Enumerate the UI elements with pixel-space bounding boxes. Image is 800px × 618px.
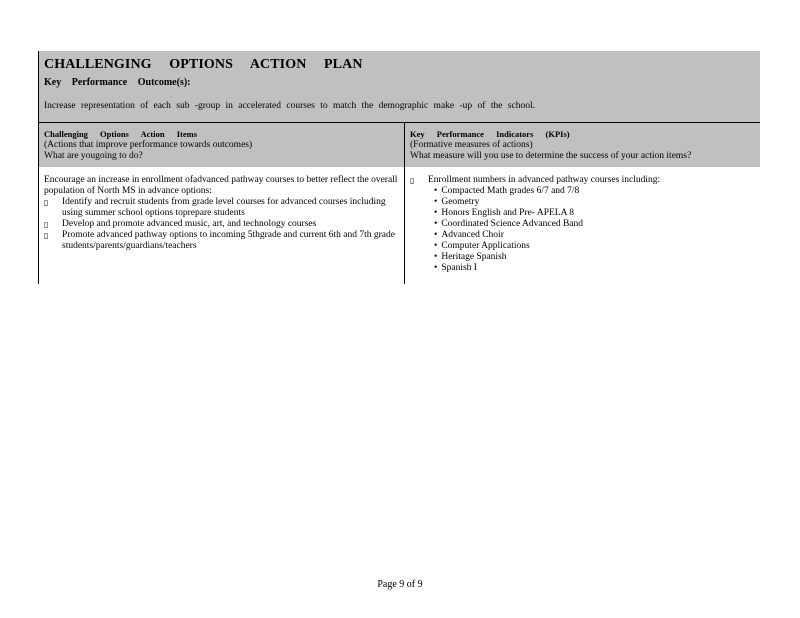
column-headers bbox=[38, 122, 760, 167]
list-item: • Compacted Math grades 6/7 and 7/8 bbox=[434, 186, 755, 197]
kpi-main-text: Enrollment numbers in advanced pathway courses including: bbox=[428, 175, 661, 185]
kpi-heading: Key Performance Indicators (KPIs) bbox=[410, 129, 570, 139]
kpi-cell bbox=[404, 167, 760, 284]
action-items-sub2: What are yougoing to do? bbox=[44, 151, 143, 161]
action-items-header bbox=[38, 123, 404, 167]
action-items-cell bbox=[38, 167, 404, 284]
action-plan-table bbox=[38, 51, 760, 284]
action-item-text: Identify and recruit students from grade level courses for advanced courses including using summer school options toprepare students bbox=[62, 197, 386, 218]
bullet-box-icon: ▯ bbox=[44, 198, 49, 207]
action-item-text: Develop and promote advanced music, art, and technology courses bbox=[62, 219, 317, 229]
list-item: • Coordinated Science Advanced Band bbox=[434, 219, 755, 230]
list-item: • Advanced Choir bbox=[434, 230, 755, 241]
list-item: • Spanish I bbox=[434, 263, 755, 274]
kpo-label: Key Performance Outcome(s): bbox=[44, 77, 191, 88]
list-item bbox=[44, 219, 399, 230]
list-item bbox=[410, 175, 755, 186]
kpi-sub2: What measure will you use to determine the success of your action items? bbox=[410, 151, 692, 161]
plan-body bbox=[38, 167, 760, 284]
page-number: Page 9 of 9 bbox=[377, 579, 423, 590]
action-intro: Encourage an increase in enrollment ofadvanced pathway courses to better reflect the overall population of North MS in advance options: bbox=[44, 175, 398, 196]
list-item: • Computer Applications bbox=[434, 241, 755, 252]
kpi-header bbox=[404, 123, 760, 167]
bullet-box-icon: ▯ bbox=[410, 176, 415, 185]
list-item: • Honors English and Pre- APELA 8 bbox=[434, 208, 755, 219]
plan-title: CHALLENGING OPTIONS ACTION PLAN bbox=[44, 57, 363, 72]
kpi-sub1: (Formative measures of actions) bbox=[410, 140, 533, 150]
kpi-sub-list bbox=[410, 186, 755, 274]
action-items-heading: Challenging Options Action Items bbox=[44, 129, 198, 139]
plan-header bbox=[38, 51, 760, 122]
list-item bbox=[44, 230, 399, 252]
list-item bbox=[44, 197, 399, 219]
outcome-text: Increase representation of each sub -group in accelerated courses to match the demographic make -up of the school. bbox=[44, 101, 535, 111]
action-item-text: Promote advanced pathway options to incoming 5thgrade and current 6th and 7th grade students/parents/guardians/teachers bbox=[62, 230, 395, 251]
bullet-box-icon: ▯ bbox=[44, 231, 49, 240]
list-item: • Geometry bbox=[434, 197, 755, 208]
list-item: • Heritage Spanish bbox=[434, 252, 755, 263]
action-items-sub1: (Actions that improve performance towards outcomes) bbox=[44, 140, 253, 150]
bullet-box-icon: ▯ bbox=[44, 220, 49, 229]
